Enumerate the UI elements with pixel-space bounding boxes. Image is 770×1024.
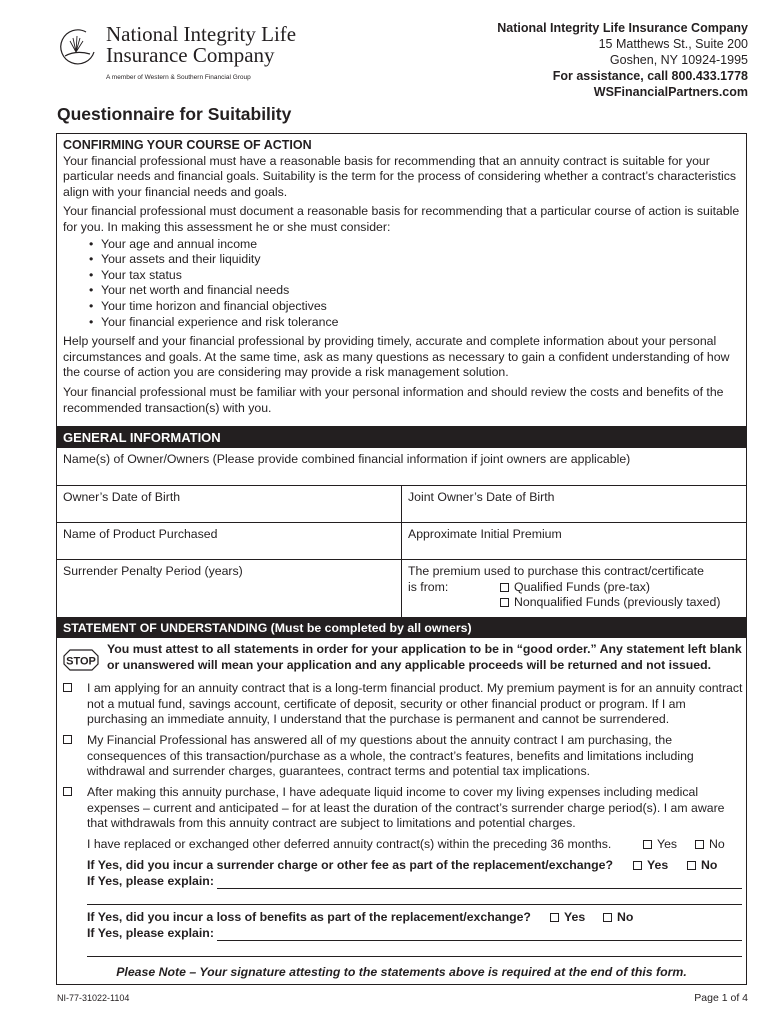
paragraph-1: Your financial professional must have a reasonable basis for recommending that an annuity contract is suitable for your particular needs and financial goals. Suitability is the term for the process of considering whether a contract’s characteristics align with your financial needs and goals. xyxy=(63,153,737,199)
replacement-no-checkbox[interactable] xyxy=(695,840,704,849)
stop-label: STOP xyxy=(66,655,96,668)
attestation-item-3 xyxy=(63,785,743,832)
premium-source-nonqualified xyxy=(408,595,740,611)
initial-premium-field[interactable] xyxy=(401,523,746,559)
attestation-text-3: After making this annuity purchase, I have adequate liquid income to cover my living expenses including medical expenses – current and anticipated – for at least the duration of the contract’s surrender charge period(s). I am aware that withdrawals from this annuity contract are subject to limitations and potential charges. xyxy=(87,785,725,831)
signature-note: Please Note – Your signature attesting to the statements above is required at the end of this form. xyxy=(116,965,687,979)
page-number: Page 1 of 4 xyxy=(694,992,748,1004)
considerations-list xyxy=(63,237,740,331)
loss-benefits-no-label: No xyxy=(617,910,634,924)
stop-warning: You must attest to all statements in order for your application to be in “good order.” Any statement left blank or unanswered will mean your application and any applicable proceeds will be returned and not issued. xyxy=(107,642,742,672)
owner-names-label: Name(s) of Owner/Owners (Please provide combined financial information if joint owners are applicable) xyxy=(63,452,631,466)
page-header xyxy=(0,0,770,100)
surrender-charge-yes-option[interactable] xyxy=(633,858,668,874)
logo-tagline: A member of Western & Southern Financial Group xyxy=(106,74,251,81)
attestation-item-1 xyxy=(63,681,743,728)
attestation-text-2: My Financial Professional has answered all of my questions about the annuity contract I am purchasing, the consequences of this transaction/purchase as a whole, the contract’s features, benefits and limitations including withdrawal and surrender charges, guarantees, contract terms and potential tax implications. xyxy=(87,733,694,779)
statement-heading: STATEMENT OF UNDERSTANDING (Must be completed by all owners) xyxy=(57,618,746,638)
replacement-yes-checkbox[interactable] xyxy=(643,840,652,849)
replacement-no-label: No xyxy=(709,837,725,851)
website: WSFinancialPartners.com xyxy=(593,85,748,99)
surrender-explain-line-1[interactable] xyxy=(217,888,742,889)
attestation-checkbox-2[interactable] xyxy=(63,735,72,744)
section-heading: CONFIRMING YOUR COURSE OF ACTION xyxy=(63,138,312,152)
loss-explain-line-2[interactable] xyxy=(87,956,742,957)
owner-names-field[interactable] xyxy=(57,448,746,486)
logo-line-2: Insurance Company xyxy=(106,43,275,67)
surrender-charge-yes-label: Yes xyxy=(647,858,669,872)
surrender-charge-yes-checkbox[interactable] xyxy=(633,861,642,870)
attestation-checkbox-1[interactable] xyxy=(63,683,72,692)
list-item: • Your financial experience and risk tolerance xyxy=(89,315,740,331)
paragraph-3: Help yourself and your financial professional by providing timely, accurate and complete information about your personal circumstances and goals. At the same time, ask as many questions as necessary to gain a confident understanding of how the course of action you are considering may provide a risk management solution. xyxy=(63,334,730,380)
company-logo xyxy=(56,22,316,88)
loss-benefits-yes-label: Yes xyxy=(564,910,586,924)
product-row xyxy=(57,523,746,560)
general-information-heading: GENERAL INFORMATION xyxy=(57,426,746,448)
surrender-charge-question xyxy=(87,858,743,874)
loss-benefits-question xyxy=(87,910,743,926)
list-item: • Your net worth and financial needs xyxy=(89,283,740,299)
replacement-yes-label: Yes xyxy=(657,837,678,851)
nonqualified-label: Nonqualified Funds (previously taxed) xyxy=(514,595,721,609)
list-item: • Your tax status xyxy=(89,268,740,284)
is-from-label: is from: xyxy=(408,579,449,594)
surrender-explain-label: If Yes, please explain: xyxy=(87,874,214,888)
company-name: National Integrity Life Insurance Company xyxy=(497,21,748,35)
attestation-checkbox-3[interactable] xyxy=(63,787,72,796)
product-name-field[interactable] xyxy=(57,523,401,559)
qualified-label: Qualified Funds (pre-tax) xyxy=(514,579,651,594)
owner-dob-label: Owner’s Date of Birth xyxy=(63,490,181,504)
surrender-charge-question-text: If Yes, did you incur a surrender charge or other fee as part of the replacement/exchange? xyxy=(87,858,613,872)
premium-source-qualified xyxy=(408,580,740,596)
form-code: NI-77-31022-1104 xyxy=(57,993,130,1003)
premium-source-label: The premium used to purchase this contract/certificate xyxy=(408,564,704,578)
qualified-checkbox[interactable] xyxy=(500,583,509,592)
surrender-charge-no-label: No xyxy=(701,858,718,872)
loss-benefits-yes-checkbox[interactable] xyxy=(550,913,559,922)
loss-explain-label: If Yes, please explain: xyxy=(87,926,214,940)
surrender-premium-row xyxy=(57,560,746,618)
assistance-phone: For assistance, call 800.433.1778 xyxy=(552,69,748,83)
initial-premium-label: Approximate Initial Premium xyxy=(408,527,562,541)
owner-dob-field[interactable] xyxy=(57,486,401,522)
address-line-2: Goshen, NY 10924-1995 xyxy=(609,53,748,67)
page-title: Questionnaire for Suitability xyxy=(57,104,292,124)
list-item: • Your assets and their liquidity xyxy=(89,252,740,268)
nonqualified-checkbox[interactable] xyxy=(500,598,509,607)
joint-owner-dob-field[interactable] xyxy=(401,486,746,522)
replacement-no-option[interactable] xyxy=(695,837,725,853)
premium-source-field xyxy=(401,560,746,617)
paragraph-2: Your financial professional must document a reasonable basis for recommending that a particular course of action is suitable for you. In making this assessment he or she must consider: xyxy=(63,204,740,234)
logo-line-1: National Integrity Life xyxy=(106,22,297,46)
loss-benefits-no-checkbox[interactable] xyxy=(603,913,612,922)
logo-wordmark xyxy=(106,24,296,66)
replacement-question-text: I have replaced or exchanged other deferred annuity contract(s) within the preceding 36 months. xyxy=(87,837,612,851)
loss-benefits-question-text: If Yes, did you incur a loss of benefits as part of the replacement/exchange? xyxy=(87,910,531,924)
company-address-block xyxy=(497,20,748,100)
attestation-item-2 xyxy=(63,733,743,780)
replacement-yes-option[interactable] xyxy=(643,837,677,853)
loss-benefits-no-option[interactable] xyxy=(603,910,633,926)
list-item: • Your age and annual income xyxy=(89,237,740,253)
surrender-charge-no-checkbox[interactable] xyxy=(687,861,696,870)
attestation-text-1: I am applying for an annuity contract that is a long-term financial product. My premium payment is for an annuity contract not a mutual fund, savings account, certificate of deposit, security or other financial product or program. If I am purchasing an immediate annuity, I understand that the purchase is permanent and cannot be surrendered. xyxy=(87,681,743,727)
product-name-label: Name of Product Purchased xyxy=(63,527,218,541)
section-confirming-course xyxy=(57,134,746,420)
stop-sign-icon xyxy=(63,649,99,671)
joint-owner-dob-label: Joint Owner’s Date of Birth xyxy=(408,490,555,504)
list-item: • Your time horizon and financial objectives xyxy=(89,299,740,315)
surrender-period-field[interactable] xyxy=(57,560,401,617)
replacement-question xyxy=(87,837,743,853)
questionnaire-form xyxy=(56,133,747,985)
surrender-explain-line-2[interactable] xyxy=(87,904,742,905)
surrender-period-label: Surrender Penalty Period (years) xyxy=(63,564,243,578)
address-line-1: 15 Matthews St., Suite 200 xyxy=(598,37,748,51)
paragraph-4: Your financial professional must be familiar with your personal information and should review the costs and benefits of the recommended transaction(s) with you. xyxy=(63,384,724,415)
loss-benefits-yes-option[interactable] xyxy=(550,910,585,926)
dob-row xyxy=(57,486,746,523)
surrender-charge-no-option[interactable] xyxy=(687,858,717,874)
loss-explain-line-1[interactable] xyxy=(217,940,742,941)
logo-emblem-icon xyxy=(56,26,98,68)
